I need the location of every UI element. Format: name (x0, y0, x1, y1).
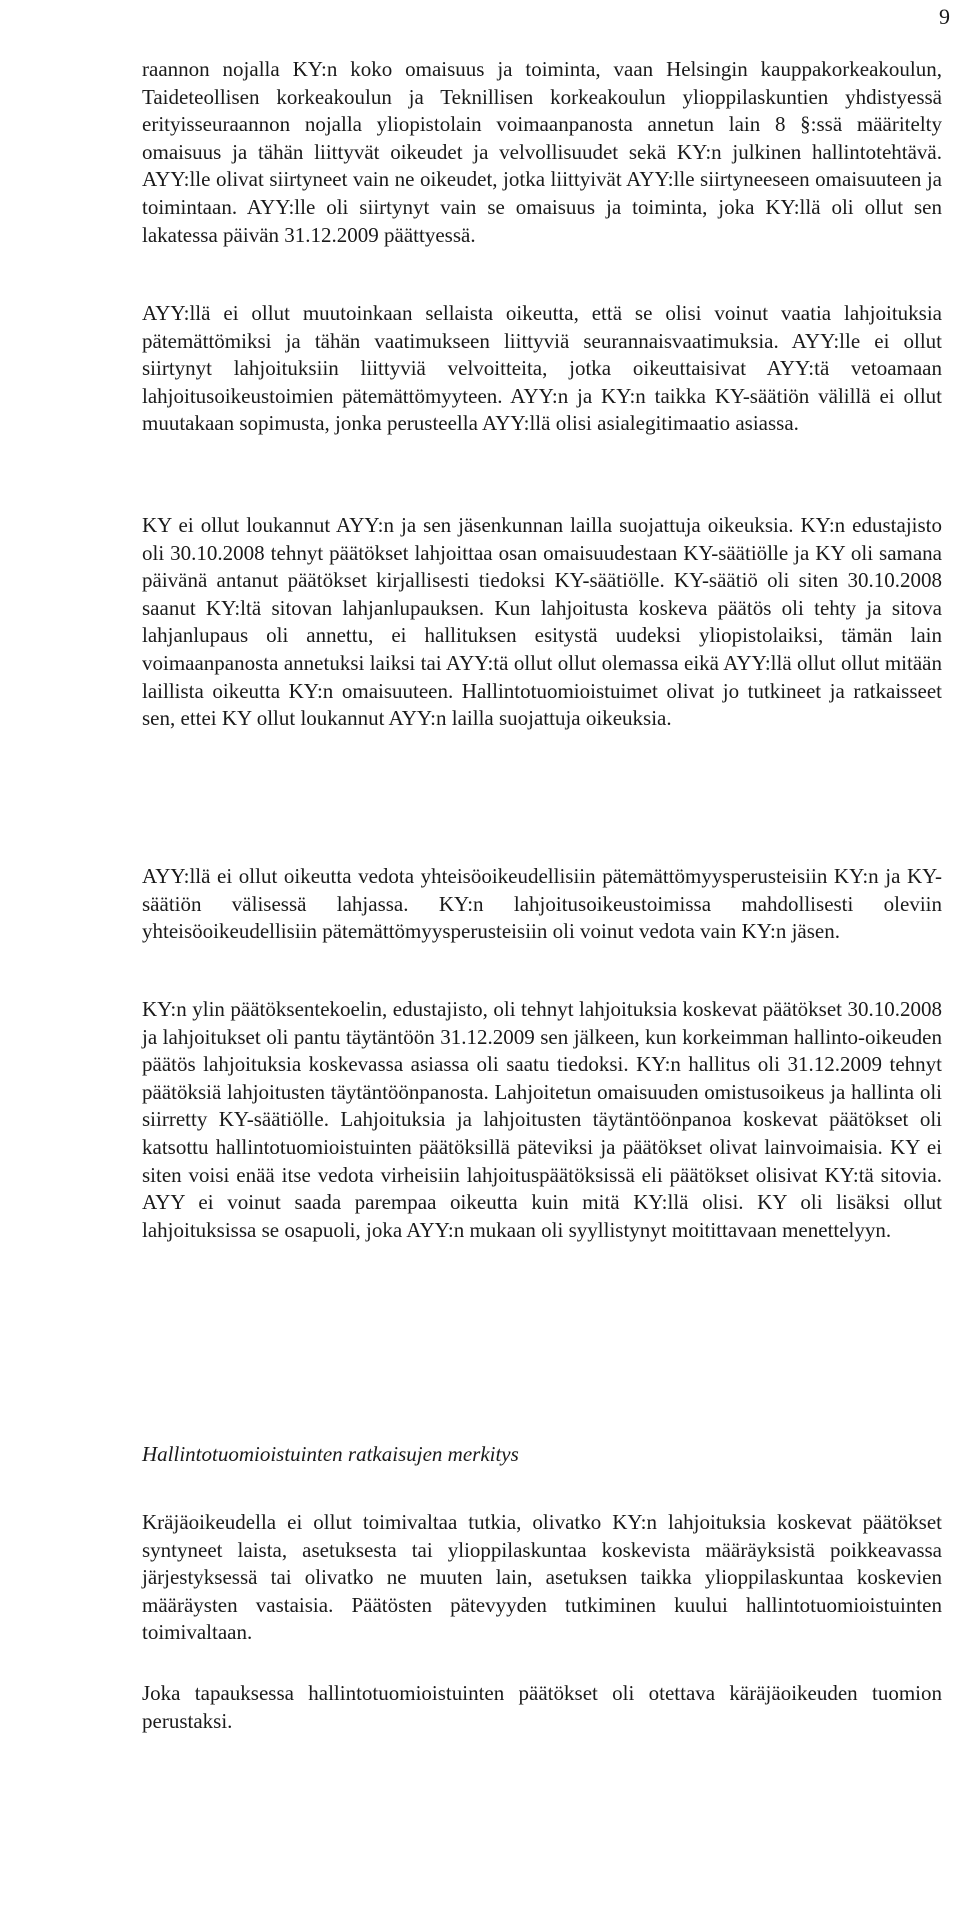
body-paragraph-1: raannon nojalla KY:n koko omaisuus ja toiminta, vaan Helsingin kauppakorkeakoulun, Taideteollisen korkeakoulun ja Teknillisen korkeakoulun ylioppilaskuntien yhdistyessä erityisseuraannon nojalla yliopistolain voimaanpanosta annetun lain 8 §:ssä määritelty omaisuus ja tähän liittyvät oikeudet ja velvollisuudet sekä KY:n julkinen hallintotehtävä. AYY:lle olivat siirtyneet vain ne oikeudet, jotka liittyivät AYY:lle siirtyneeseen omaisuuteen ja toimintaan. AYY:lle oli siirtynyt vain se omaisuus ja toiminta, joka KY:llä oli ollut sen lakatessa päivän 31.12.2009 päättyessä. (142, 57, 942, 247)
body-paragraph-5: KY:n ylin päätöksentekoelin, edustajisto, oli tehnyt lahjoituksia koskevat päätökset 30.10.2008 ja lahjoitukset oli pantu täytäntöön 31.12.2009 sen jälkeen, kun korkeimman hallinto-oikeuden päätös lahjoituksia koskevassa asiassa oli saatu tiedoksi. KY:n hallitus oli 31.12.2009 tehnyt päätöksiä lahjoitusten täytäntöönpanosta. Lahjoitetun omaisuuden omistusoikeus ja hallinta oli siirretty KY-säätiölle. Lahjoituksia ja lahjoitusten täytäntöönpanoa koskevat päätökset oli katsottu hallintotuomioistuinten päätöksillä päteviksi ja päätökset olivat lainvoimaisia. KY ei siten voisi enää itse vedota virheisiin lahjoituspäätöksissä eli päätökset olisivat KY:tä sitovia. AYY ei voinut saada parempaa oikeutta kuin mitä KY:llä olisi. KY oli lisäksi ollut lahjoituksissa se osapuoli, joka AYY:n mukaan oli syyllistynyt moitittavaan menettelyyn. (142, 997, 942, 1242)
body-paragraph-2: AYY:llä ei ollut muutoinkaan sellaista oikeutta, että se olisi voinut vaatia lahjoituksia pätemättömiksi ja tähän vaatimukseen liittyviä seurannaisvaatimuksia. AYY:lle ei ollut siirtynyt lahjoituksiin liittyviä velvoitteita, jotka oikeuttaisivat AYY:tä vetoamaan lahjoitusoikeustoimien pätemättömyyteen. AYY:n ja KY:n taikka KY-säätiön välillä ei ollut muutakaan sopimusta, jonka perusteella AYY:llä olisi asialegitimaatio asiassa. (142, 301, 942, 436)
body-paragraph-6: Kräjäoikeudella ei ollut toimivaltaa tutkia, olivatko KY:n lahjoituksia koskevat päätökset syntyneet laista, asetuksesta tai ylioppilaskuntaa koskevista määräyksistä poikkeavassa järjestyksessä tai olivatko ne muuten lain, asetuksen taikka ylioppilaskuntaa koskevien määräysten vastaisia. Päätösten pätevyyden tutkiminen kuului hallintotuomioistuinten toimivaltaan. (142, 1510, 942, 1645)
body-paragraph-7: Joka tapauksessa hallintotuomioistuinten päätökset oli otettava käräjäoikeuden tuomion perustaksi. (142, 1681, 942, 1733)
page-number: 9 (939, 4, 950, 29)
body-paragraph-3: KY ei ollut loukannut AYY:n ja sen jäsenkunnan lailla suojattuja oikeuksia. KY:n edustajisto oli 30.10.2008 tehnyt päätökset lahjoittaa osan omaisuudestaan KY-säätiölle ja KY oli samana päivänä antanut päätökset kirjallisesti tiedoksi KY-säätiölle. KY-säätiö oli siten 30.10.2008 saanut KY:ltä sitovan lahjanlupauksen. Kun lahjoitusta koskeva päätös oli tehty ja sitova lahjanlupaus oli annettu, ei hallituksen esitystä uudeksi yliopistolaiksi, tämän lain voimaanpanosta annetuksi laiksi tai AYY:tä ollut ollut olemassa eikä AYY:llä ollut ollut mitään laillista oikeutta KY:n omaisuuteen. Hallintotuomioistuimet olivat jo tutkineet ja ratkaisseet sen, ettei KY ollut loukannut AYY:n lailla suojattuja oikeuksia. (142, 513, 942, 731)
section-heading: Hallintotuomioistuinten ratkaisujen merkitys (142, 1442, 519, 1466)
body-paragraph-4: AYY:llä ei ollut oikeutta vedota yhteisöoikeudellisiin pätemättömyysperusteisiin KY:n ja KY-säätiön välisessä lahjassa. KY:n lahjoitusoikeustoimissa mahdollisesti oleviin yhteisöoikeudellisiin pätemättömyysperusteisiin oli voinut vedota vain KY:n jäsen. (142, 864, 942, 944)
